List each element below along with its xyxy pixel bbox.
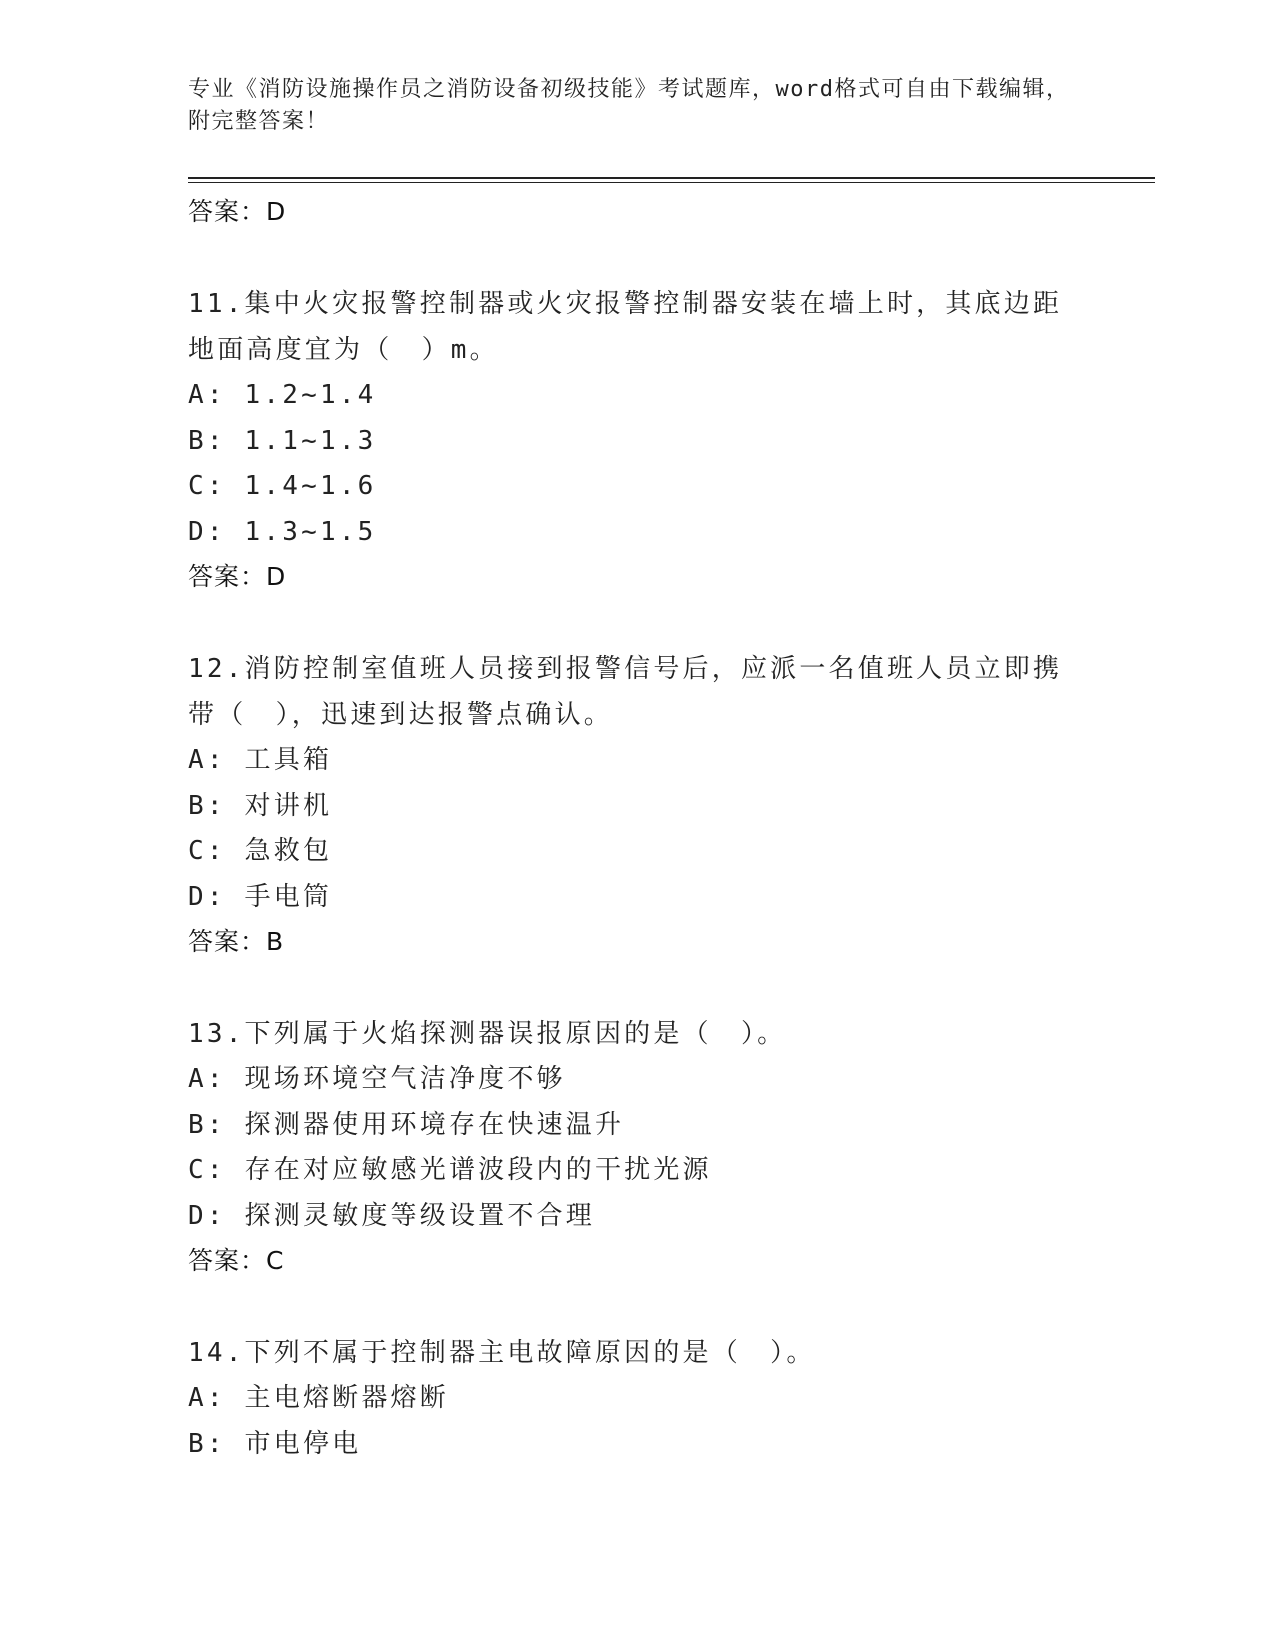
question-stem: 14.下列不属于控制器主电故障原因的是（ ）。 [188, 1338, 816, 1368]
option-d: D: 手电筒 [188, 881, 333, 912]
question-12 [188, 646, 1088, 966]
question-stem: 11.集中火灾报警控制器或火灾报警控制器安装在墙上时，其底边距地面高度宜为（ ）m。 [188, 289, 1063, 365]
option-d: D: 探测灵敏度等级设置不合理 [188, 1200, 595, 1231]
answer: 答案：D [188, 562, 287, 591]
question-stem: 13.下列属于火焰探测器误报原因的是（ ）。 [188, 1019, 787, 1049]
question-11 [188, 281, 1088, 601]
question-13 [188, 1011, 1088, 1285]
header-divider-thick [188, 177, 1155, 179]
answer: 答案：B [188, 927, 285, 956]
option-a: A: 1.2~1.4 [188, 380, 377, 410]
option-d: D: 1.3~1.5 [188, 516, 377, 547]
previous-answer: 答案：D [188, 197, 287, 226]
option-a: A: 工具箱 [188, 745, 333, 775]
option-c: C: 存在对应敏感光谱波段内的干扰光源 [188, 1155, 712, 1185]
option-b: B: 市电停电 [188, 1428, 362, 1459]
document-header: 专业《消防设施操作员之消防设备初级技能》考试题库，word格式可自由下载编辑，附完整答案！ [188, 77, 1070, 134]
question-list [188, 190, 1088, 1467]
option-a: A: 现场环境空气洁净度不够 [188, 1064, 566, 1094]
option-b: B: 探测器使用环境存在快速温升 [188, 1109, 625, 1140]
option-c: C: 1.4~1.6 [188, 471, 377, 501]
answer: 答案：C [188, 1246, 285, 1275]
option-a: A: 主电熔断器熔断 [188, 1383, 449, 1413]
header-divider-thin [188, 182, 1155, 183]
option-b: B: 对讲机 [188, 790, 333, 821]
option-b: B: 1.1~1.3 [188, 425, 377, 456]
question-stem: 12.消防控制室值班人员接到报警信号后，应派一名值班人员立即携带（ ），迅速到达报警点确认。 [188, 654, 1063, 730]
question-14 [188, 1330, 1088, 1467]
option-c: C: 急救包 [188, 836, 333, 866]
